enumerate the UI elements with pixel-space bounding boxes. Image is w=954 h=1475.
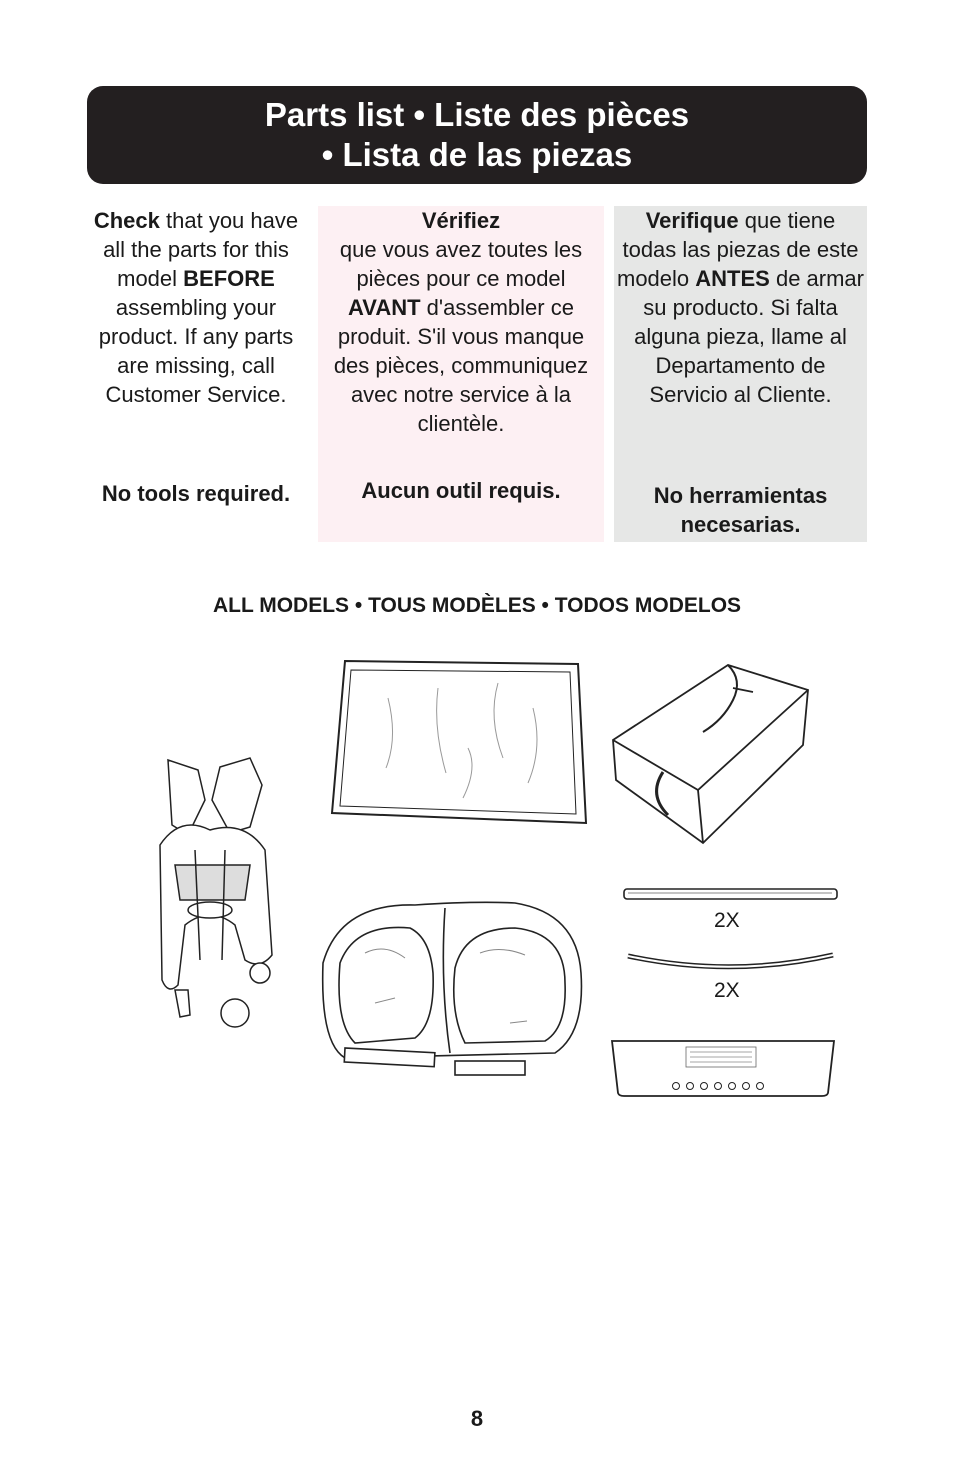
french-text-1: que vous avez toutes les pièces pour ce model [339, 237, 583, 291]
carry-bag-illustration [608, 660, 814, 848]
spanish-instructions [614, 206, 867, 542]
models-heading: ALL MODELS • TOUS MODÈLES • TODOS MODELOS [212, 594, 742, 617]
canopy-arch-illustration [625, 950, 837, 972]
mattress-pad-illustration [328, 658, 590, 828]
tube-quantity: 2X [714, 909, 740, 932]
spanish-text-1: que tiene todas las piezas de este modelo [617, 208, 859, 291]
avant-word: AVANT [348, 295, 421, 320]
page-number: 8 [470, 1406, 484, 1431]
spanish-no-tools-note: No herramientas necesarias. [653, 483, 828, 537]
playard-frame-illustration [150, 755, 280, 1030]
spanish-text-2: de armar su producto. Si falta alguna pieza, llame al Departamento de Servicio al Cliente. [634, 266, 864, 407]
before-word: BEFORE [183, 266, 275, 291]
title-line-2: • Lista de las piezas [321, 136, 633, 173]
english-instructions [92, 206, 300, 542]
title-banner [87, 86, 867, 184]
french-instructions [318, 206, 604, 542]
check-word: Check [93, 208, 160, 233]
verifiez-word: Vérifiez [421, 208, 501, 233]
verifique-word: Verifique [645, 208, 739, 233]
title-line-1: Parts list • Liste des pièces [264, 96, 690, 133]
english-no-tools-note: No tools required. [101, 481, 291, 506]
antes-word: ANTES [695, 266, 770, 291]
english-text-2: assembling your product. If any parts are missing, call Customer Service. [98, 295, 294, 407]
control-panel-illustration [608, 1037, 838, 1099]
arch-quantity: 2X [714, 979, 740, 1002]
support-tube-illustration [622, 886, 840, 902]
french-text-2: d'assembler ce produit. S'il vous manque des pièces, communiquez avec notre service à la clientèle. [333, 295, 589, 436]
english-text-1: that you have all the parts for this model [103, 208, 299, 291]
bassinet-illustration [315, 893, 587, 1085]
french-no-tools-note: Aucun outil requis. [361, 478, 561, 503]
